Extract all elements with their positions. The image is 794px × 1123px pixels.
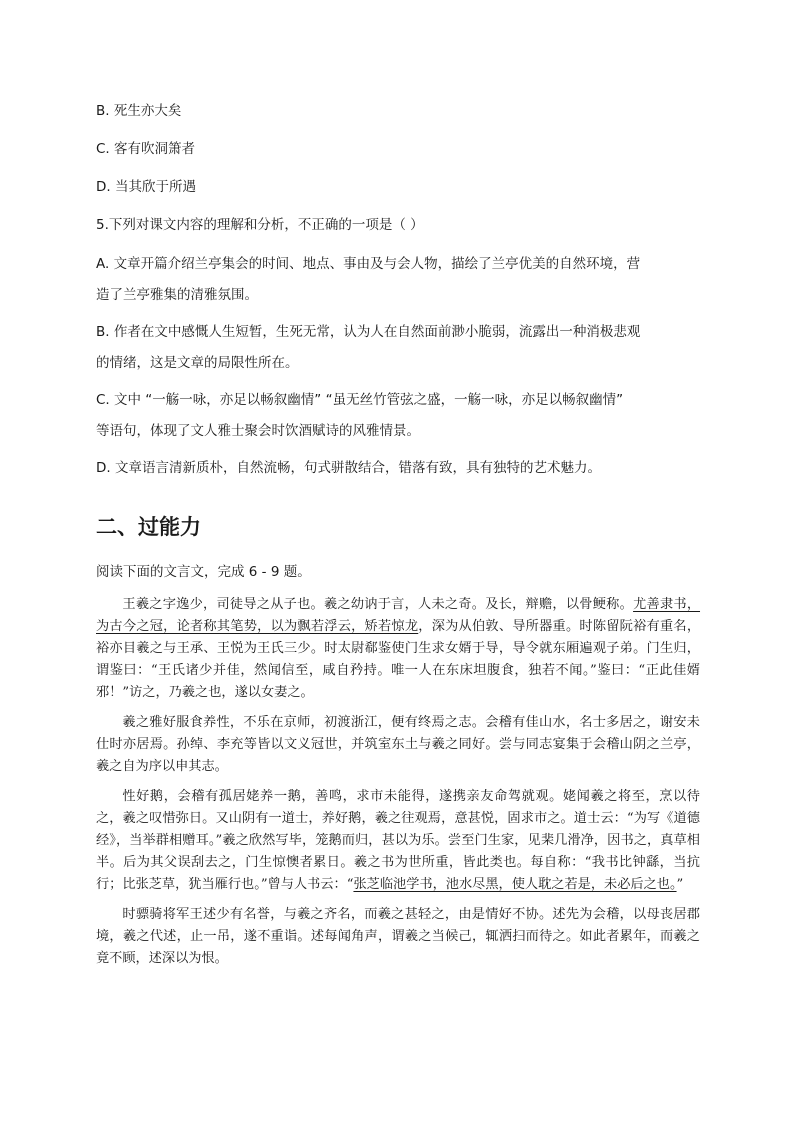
option-d: D. 当其欣于所遇 <box>96 179 196 195</box>
question-5-stem: 5.下列对课文内容的理解和分析，不正确的一项是（ ） <box>96 217 424 233</box>
passage-paragraph-1 <box>96 594 700 704</box>
passage-paragraph-2: 羲之雅好服食养性，不乐在京师，初渡浙江，便有终焉之志。会稽有佳山水，名士多居之，谢安未仕时亦居焉。孙绰、李充等皆以文义冠世，并筑室东土与羲之同好。尝与同志宴集于会稽山阴之兰亭，羲之自为序以申其志。 <box>96 715 700 774</box>
underlined-sentence-2: 张芝临池学书，池水尽黑，使人耽之若是，未必后之也。 <box>353 877 677 892</box>
passage-paragraph-3 <box>96 786 700 896</box>
section-instruction: 阅读下面的文言文，完成 6 - 9 题。 <box>96 564 311 580</box>
passage-text: 王羲之字逸少，司徒导之从子也。羲之幼讷于言，人未之奇。及长，辩赡，以骨鲠称。 <box>122 597 634 612</box>
q5-option-b-line2: 的情绪，这是文章的局限性所在。 <box>96 355 299 371</box>
passage-text: ，深为从伯敦、导所器重。时陈留阮裕有重名，裕亦目羲之与王承、王悦为王氏三少。时太尉郗鉴使门生求女婿于导，导令就东厢遍观子弟。门生归，谓鉴曰：“王氏诸少并佳，然闻信至，咸自矜持。唯一人在东床坦腹食，独若不闻。”鉴曰：“正此佳婿邪！”访之，乃羲之也，遂以女妻之。 <box>96 619 701 700</box>
q5-option-a-line2: 造了兰亭雅集的清雅氛围。 <box>96 287 258 303</box>
option-c: C. 客有吹洞箫者 <box>96 141 196 157</box>
q5-option-c-line1: C. 文中 “一觞一咏，亦足以畅叙幽情” “虽无丝竹管弦之盛，一觞一咏，亦足以畅叙幽情” <box>96 392 624 408</box>
passage-text: ” <box>676 877 684 892</box>
passage-text: 性好鹅，会稽有孤居姥养一鹅，善鸣，求市未能得，遂携亲友命驾就观。姥闻羲之将至，烹以待之，羲之叹惜弥日。又山阴有一道士，养好鹅，羲之往观焉，意甚悦，固求市之。道士云：“为写《道德经》，当举群相赠耳。”羲之欣然写毕，笼鹅而归，甚以为乐。尝至门生家，见棐几滑净，因书之，真草相半。后为其父误刮去之，门生惊懊者累日。羲之书为世所重，皆此类也。每自称：“我书比钟繇，当抗行；比张芝草，犹当雁行也。”曾与人书云：“ <box>96 789 700 892</box>
q5-option-c-line2: 等语句，体现了文人雅士聚会时饮酒赋诗的风雅情景。 <box>96 423 420 439</box>
option-b: B. 死生亦大矣 <box>96 103 182 119</box>
passage-paragraph-4: 时骠骑将军王述少有名誉，与羲之齐名，而羲之甚轻之，由是情好不协。述先为会稽，以母丧居郡境，羲之代述，止一吊，遂不重诣。述每闻角声，谓羲之当候己，辄洒扫而待之。如此者累年，而羲之竟不顾，述深以为恨。 <box>96 907 700 966</box>
section-heading: 二、过能力 <box>96 515 201 539</box>
q5-option-b-line1: B. 作者在文中感慨人生短暂，生死无常，认为人在自然面前渺小脆弱，流露出一种消极悲观 <box>96 324 641 340</box>
q5-option-a-line1: A. 文章开篇介绍兰亭集会的时间、地点、事由及与会人物，描绘了兰亭优美的自然环境，营 <box>96 256 641 272</box>
classical-passage <box>96 594 700 978</box>
underlined-sentence-1: 尤善隶书，为古今之冠，论者称其笔势，以为飘若浮云，矫若惊龙 <box>96 597 701 634</box>
q5-option-d: D. 文章语言清新质朴，自然流畅，句式骈散结合，错落有致，具有独特的艺术魅力。 <box>96 460 601 476</box>
